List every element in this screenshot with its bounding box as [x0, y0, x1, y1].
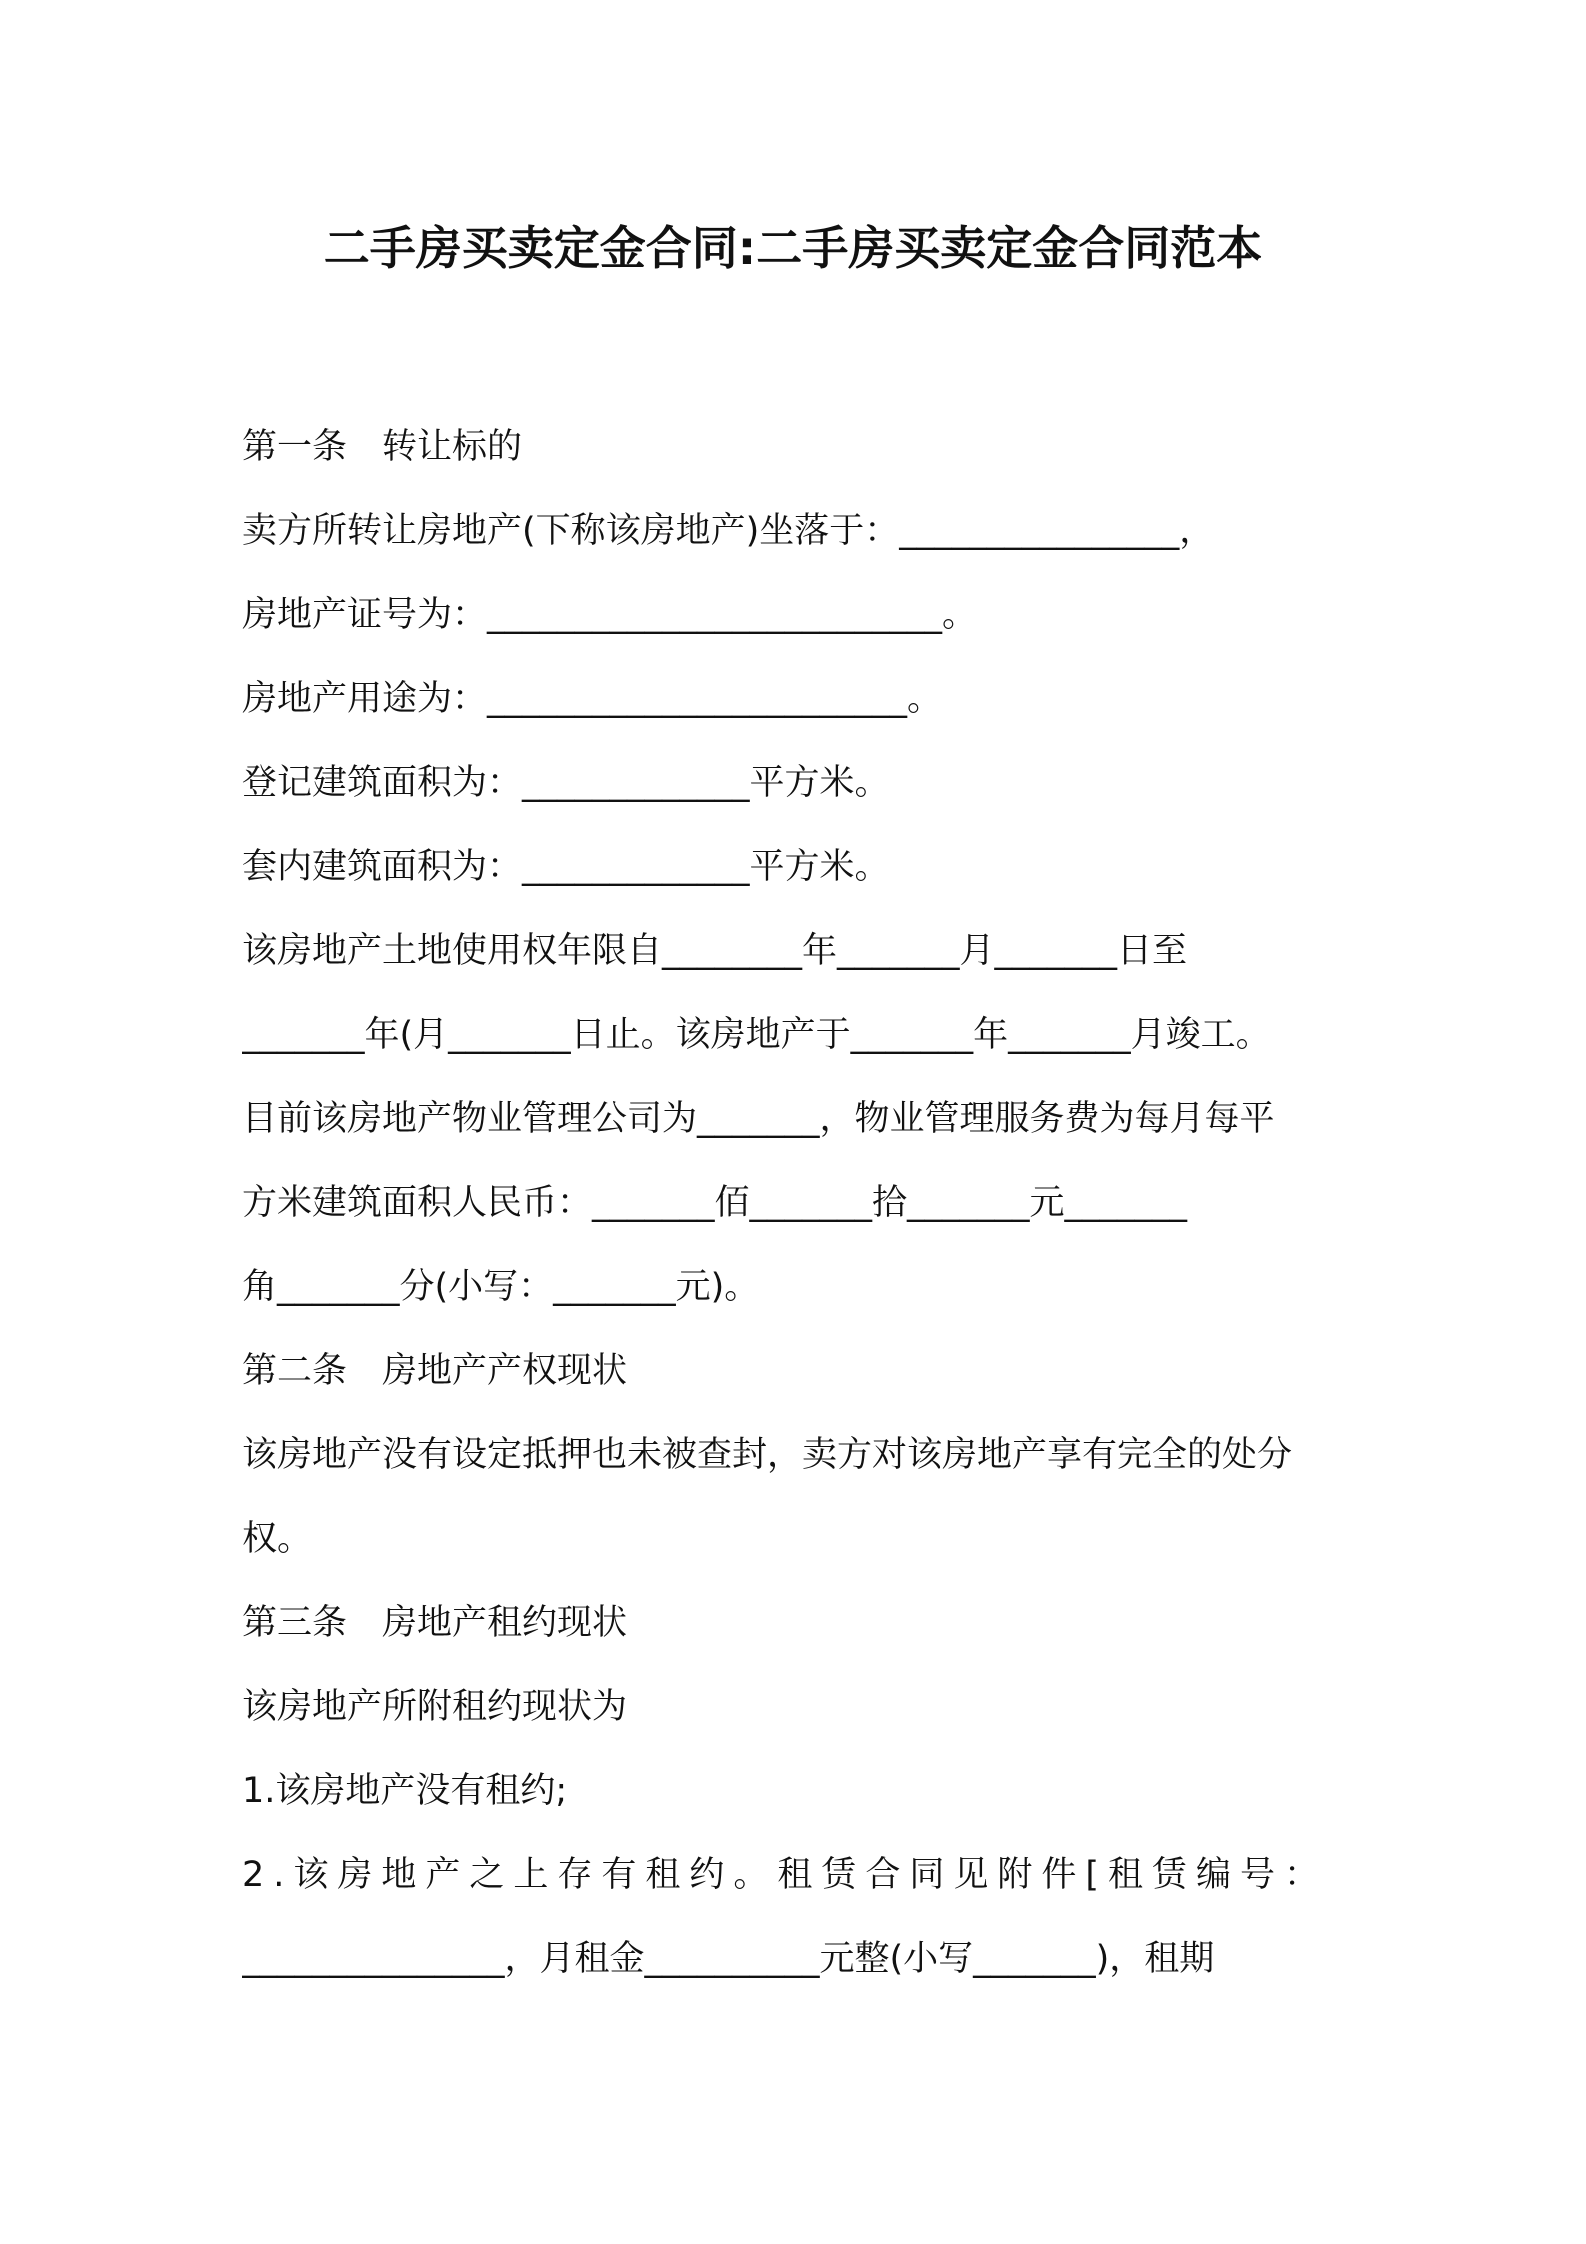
property-rights-line-end: 权。 — [242, 1519, 313, 1559]
property-location-line: 卖方所转让房地产(下称该房地产)坐落于：________________， — [242, 511, 1215, 551]
lease-option-1: 1.该房地产没有租约; — [242, 1771, 568, 1811]
completion-date-line: _______年(月_______日止。该房地产于_______年_______月竣工。 — [242, 1015, 1271, 1055]
lease-option-2: 2.该房地产之上存有租约。租赁合同见附件[租赁编号： — [242, 1855, 1329, 1895]
property-use-line: 房地产用途为：________________________。 — [242, 679, 943, 719]
article-3-heading: 第三条 房地产租约现状 — [242, 1603, 628, 1643]
article-2-heading: 第二条 房地产产权现状 — [242, 1351, 628, 1391]
property-management-line: 目前该房地产物业管理公司为_______，物业管理服务费为每月每平 — [242, 1099, 1275, 1139]
land-use-term-line: 该房地产土地使用权年限自________年_______月_______日至 — [242, 931, 1188, 971]
registered-area-line: 登记建筑面积为：_____________平方米。 — [242, 763, 890, 803]
document-title: 二手房买卖定金合同:二手房买卖定金合同范本 — [323, 221, 1263, 275]
lease-status-intro: 该房地产所附租约现状为 — [242, 1687, 628, 1727]
certificate-number-line: 房地产证号为：__________________________。 — [242, 595, 978, 635]
interior-area-line: 套内建筑面积为：_____________平方米。 — [242, 847, 890, 887]
article-1-heading: 第一条 转让标的 — [242, 427, 523, 467]
lease-details-line: _______________，月租金__________元整(小写_______)，租期 — [242, 1939, 1215, 1979]
property-rights-line: 该房地产没有设定抵押也未被查封，卖方对该房地产享有完全的处分 — [242, 1435, 1293, 1475]
management-fee-line: 方米建筑面积人民币：_______佰_______拾_______元_______ — [242, 1183, 1188, 1223]
document-body — [242, 405, 1362, 2001]
management-fee-amount-line: 角_______分(小写：_______元)。 — [242, 1267, 760, 1307]
